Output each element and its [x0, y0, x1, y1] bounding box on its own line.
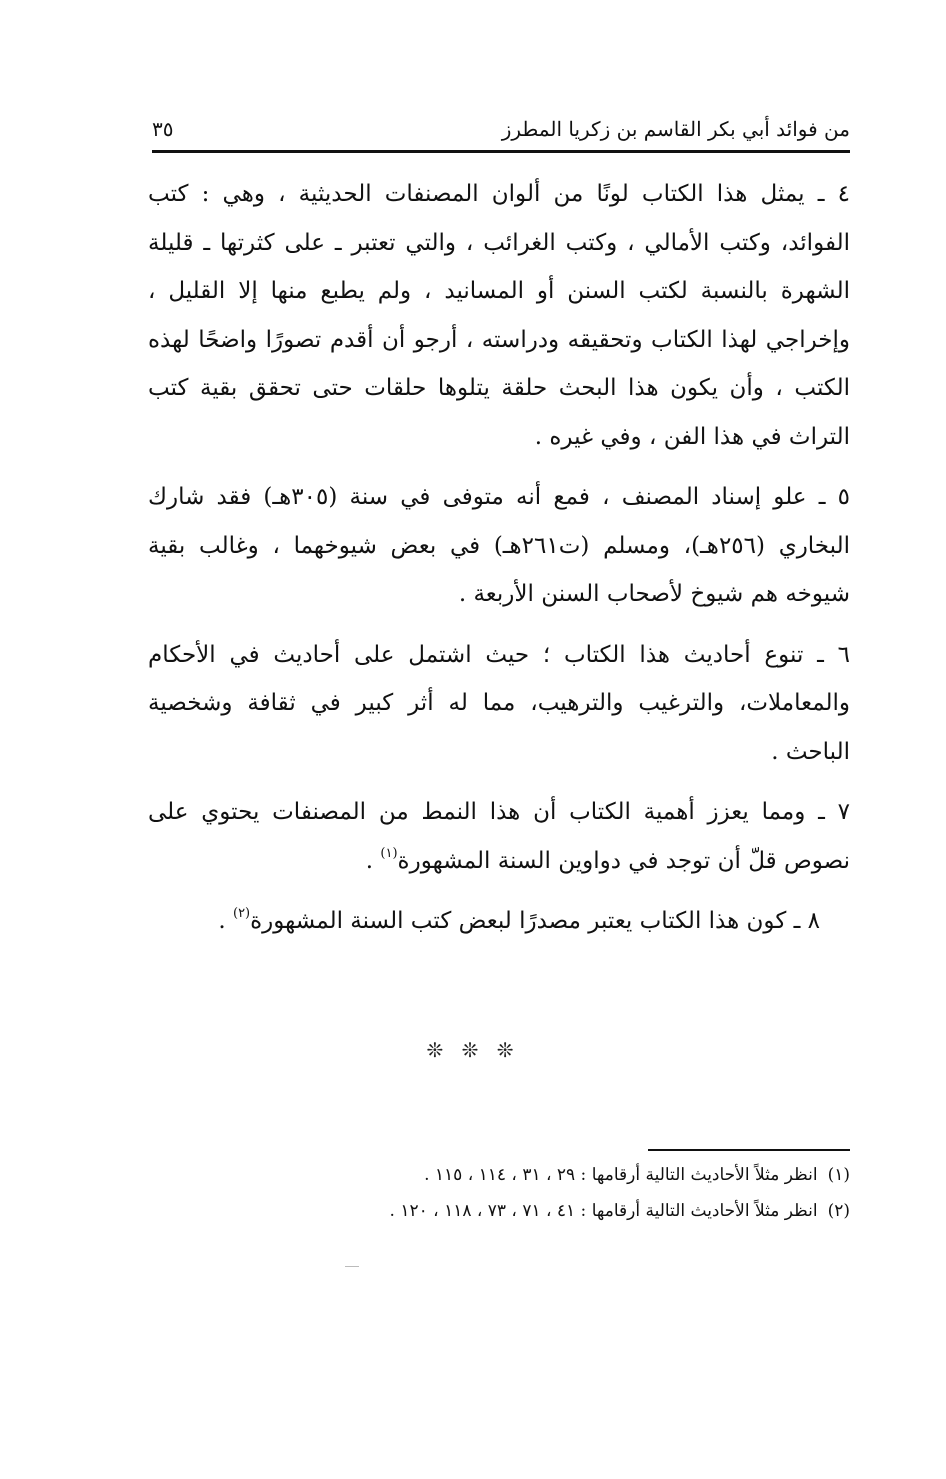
paragraph-4-text: ٤ ـ يمثل هذا الكتاب لونًا من ألوان المصنفات الحديثية ، وهي : كتب الفوائد، وكتب الأمالي ، وكتب الغرائب ، والتي تعتبر ـ على كثرتها ـ قليلة الشهرة بالنسبة لكتب السنن أو المسانيد ، ولم يطبع منها إلا القليل ، وإخراجي لهذا الكتاب وتحقيقه ودراسته ، أرجو أن أقدم تصورًا واضحًا لهذه الكتب ، وأن يكون هذا البحث حلقة يتلوها حلقات حتى تحقق بقية كتب التراث في هذا الفن ، وفي غيره .	[148, 181, 850, 450]
header-rule	[152, 150, 850, 153]
page-number: ٣٥	[152, 117, 174, 141]
paragraph-6	[148, 631, 850, 777]
paragraph-5	[148, 473, 850, 619]
paragraph-8-tail: .	[218, 908, 233, 934]
paragraph-8	[148, 897, 850, 946]
paragraph-6-text: ٦ ـ تنوع أحاديث هذا الكتاب ؛ حيث اشتمل على أحاديث في الأحكام والمعاملات، والترغيب والترهيب، مما له أثر كبير في ثقافة وشخصية الباحث .	[148, 641, 850, 765]
scan-speck	[345, 1266, 359, 1267]
footnote-ref-2[interactable]: (٢)	[232, 906, 251, 921]
footnote-ref-1[interactable]: (١)	[380, 845, 398, 861]
paragraph-7	[148, 788, 850, 885]
running-title: من فوائد أبي بكر القاسم بن زكريا المطرز	[501, 117, 850, 141]
footnote-rule	[648, 1149, 850, 1151]
footnotes	[148, 1160, 850, 1232]
footnote-2	[148, 1196, 850, 1226]
footnote-2-number: (٢)	[827, 1201, 850, 1221]
paragraph-5-text: ٥ ـ علو إسناد المصنف ، فمع أنه متوفى في سنة (٣٠٥هـ) فقد شارك البخاري (٢٥٦هـ)، ومسلم (ت٢٦١هـ) في بعض شيوخهما ، وغالب بقية شيوخه هم شيوخ لأصحاب السنن الأربعة .	[148, 484, 850, 607]
footnote-1-number: (١)	[827, 1165, 850, 1185]
footnote-1	[148, 1160, 850, 1190]
footnote-2-text: انظر مثلاً الأحاديث التالية أرقامها : ٤١ ، ٧١ ، ٧٣ ، ١١٨ ، ١٢٠ .	[389, 1201, 818, 1221]
paragraph-4	[148, 170, 850, 461]
body-text	[148, 170, 850, 958]
footnote-1-text: انظر مثلاً الأحاديث التالية أرقامها : ٢٩ ، ٣١ ، ١١٤ ، ١١٥ .	[424, 1165, 818, 1185]
paragraph-7-text: ٧ ـ ومما يعزز أهمية الكتاب أن هذا النمط من المصنفات يحتوي على نصوص قلّ أن توجد في دواوين السنة المشهورة	[148, 799, 850, 874]
paragraph-7-tail: .	[365, 847, 381, 874]
paragraph-8-text: ٨ ـ كون هذا الكتاب يعتبر مصدرًا لبعض كتب السنة المشهورة	[250, 908, 820, 934]
section-separator: ❊ ❊ ❊	[426, 1038, 520, 1062]
running-head	[152, 112, 850, 146]
